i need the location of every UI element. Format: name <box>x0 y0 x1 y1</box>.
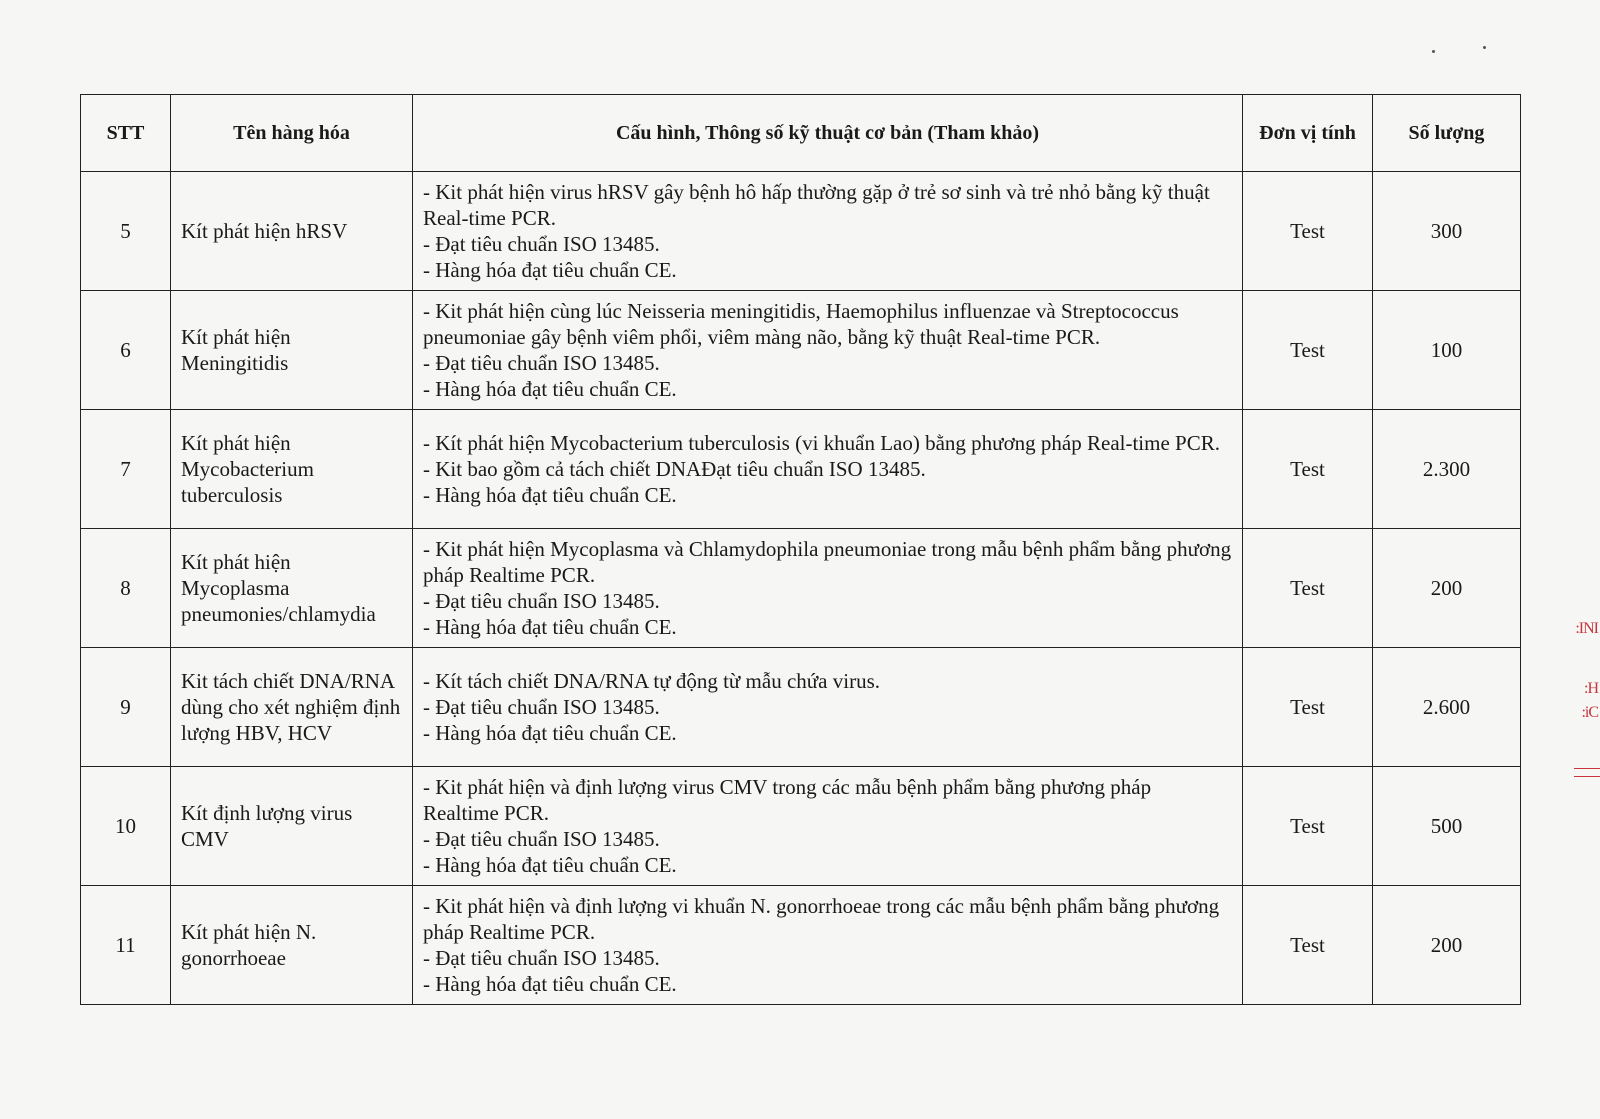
header-stt: STT <box>81 95 171 172</box>
row-spec <box>413 767 1243 886</box>
row-spec <box>413 648 1243 767</box>
spec-line: - Kit phát hiện cùng lúc Neisseria meningitidis, Haemophilus influenzae và Streptococcus pneumoniae gây bệnh viêm phổi, viêm màng não, bằng kỹ thuật Real-time PCR. <box>423 299 1179 349</box>
header-unit: Đơn vị tính <box>1243 95 1373 172</box>
row-stt: 7 <box>81 410 171 529</box>
scan-speck <box>1432 50 1435 53</box>
row-unit: Test <box>1243 410 1373 529</box>
row-product-name: Kít định lượng virus CMV <box>171 767 413 886</box>
spec-line: - Đạt tiêu chuẩn ISO 13485. <box>423 827 660 851</box>
row-quantity: 2.600 <box>1373 648 1521 767</box>
row-unit: Test <box>1243 648 1373 767</box>
row-spec <box>413 886 1243 1005</box>
row-quantity: 100 <box>1373 291 1521 410</box>
spec-line: - Kit phát hiện Mycoplasma và Chlamydophila pneumoniae trong mẫu bệnh phẩm bằng phương pháp Realtime PCR. <box>423 537 1232 587</box>
header-spec: Cấu hình, Thông số kỹ thuật cơ bản (Tham khảo) <box>413 95 1243 172</box>
row-stt: 8 <box>81 529 171 648</box>
row-product-name: Kít phát hiện N. gonorrhoeae <box>171 886 413 1005</box>
spec-line: - Đạt tiêu chuẩn ISO 13485. <box>423 946 660 970</box>
row-product-name: Kít phát hiện hRSV <box>171 172 413 291</box>
row-stt: 10 <box>81 767 171 886</box>
spec-line: - Đạt tiêu chuẩn ISO 13485. <box>423 695 660 719</box>
row-spec <box>413 172 1243 291</box>
margin-stamp-line <box>1574 776 1600 777</box>
row-product-name: Kit tách chiết DNA/RNA dùng cho xét nghiệm định lượng HBV, HCV <box>171 648 413 767</box>
spec-line: - Kit phát hiện và định lượng vi khuẩn N. gonorrhoeae trong các mẫu bệnh phẩm bằng phương pháp Realtime PCR. <box>423 894 1220 944</box>
spec-line: - Kít phát hiện Mycobacterium tuberculosis (vi khuẩn Lao) bằng phương pháp Real-time PCR. <box>423 431 1220 455</box>
row-quantity: 200 <box>1373 886 1521 1005</box>
scan-speck <box>1483 46 1486 49</box>
spec-line: - Đạt tiêu chuẩn ISO 13485. <box>423 351 660 375</box>
spec-line: - Hàng hóa đạt tiêu chuẩn CE. <box>423 483 677 507</box>
row-stt: 6 <box>81 291 171 410</box>
row-quantity: 2.300 <box>1373 410 1521 529</box>
row-product-name: Kít phát hiện Meningitidis <box>171 291 413 410</box>
margin-stamp-fragment: :INI <box>1575 620 1598 637</box>
header-name: Tên hàng hóa <box>171 95 413 172</box>
row-unit: Test <box>1243 886 1373 1005</box>
table-row <box>81 172 1521 291</box>
table-row <box>81 291 1521 410</box>
spec-line: - Hàng hóa đạt tiêu chuẩn CE. <box>423 972 677 996</box>
spec-line: - Kit phát hiện và định lượng virus CMV trong các mẫu bệnh phẩm bằng phương pháp Realtime PCR. <box>423 775 1152 825</box>
spec-line: - Hàng hóa đạt tiêu chuẩn CE. <box>423 853 677 877</box>
specification-table <box>80 94 1521 1005</box>
spec-line: - Kit phát hiện virus hRSV gây bệnh hô hấp thường gặp ở trẻ sơ sinh và trẻ nhỏ bằng kỹ thuật Real-time PCR. <box>423 180 1210 230</box>
spec-line: - Đạt tiêu chuẩn ISO 13485. <box>423 232 660 256</box>
spec-line: - Hàng hóa đạt tiêu chuẩn CE. <box>423 377 677 401</box>
row-spec <box>413 291 1243 410</box>
header-qty: Số lượng <box>1373 95 1521 172</box>
row-product-name: Kít phát hiện Mycobacterium tuberculosis <box>171 410 413 529</box>
table-row <box>81 529 1521 648</box>
row-quantity: 200 <box>1373 529 1521 648</box>
row-spec <box>413 529 1243 648</box>
margin-stamp-fragment: :H <box>1584 680 1598 697</box>
row-spec <box>413 410 1243 529</box>
row-quantity: 300 <box>1373 172 1521 291</box>
spec-line: - Kit bao gồm cả tách chiết DNAĐạt tiêu chuẩn ISO 13485. <box>423 457 926 481</box>
table-row <box>81 886 1521 1005</box>
row-stt: 9 <box>81 648 171 767</box>
table-row <box>81 767 1521 886</box>
spec-line: - Hàng hóa đạt tiêu chuẩn CE. <box>423 258 677 282</box>
row-unit: Test <box>1243 767 1373 886</box>
margin-stamp-fragment: :iC <box>1581 704 1598 721</box>
spec-line: - Hàng hóa đạt tiêu chuẩn CE. <box>423 615 677 639</box>
table-row <box>81 410 1521 529</box>
row-stt: 11 <box>81 886 171 1005</box>
spec-line: - Hàng hóa đạt tiêu chuẩn CE. <box>423 721 677 745</box>
spec-line: - Kít tách chiết DNA/RNA tự động từ mẫu chứa virus. <box>423 669 880 693</box>
row-quantity: 500 <box>1373 767 1521 886</box>
row-unit: Test <box>1243 291 1373 410</box>
row-product-name: Kít phát hiện Mycoplasma pneumonies/chlamydia <box>171 529 413 648</box>
spec-line: - Đạt tiêu chuẩn ISO 13485. <box>423 589 660 613</box>
margin-stamp-line <box>1574 768 1600 769</box>
table-header-row <box>81 95 1521 172</box>
row-stt: 5 <box>81 172 171 291</box>
row-unit: Test <box>1243 172 1373 291</box>
table-row <box>81 648 1521 767</box>
row-unit: Test <box>1243 529 1373 648</box>
table-body <box>81 172 1521 1005</box>
